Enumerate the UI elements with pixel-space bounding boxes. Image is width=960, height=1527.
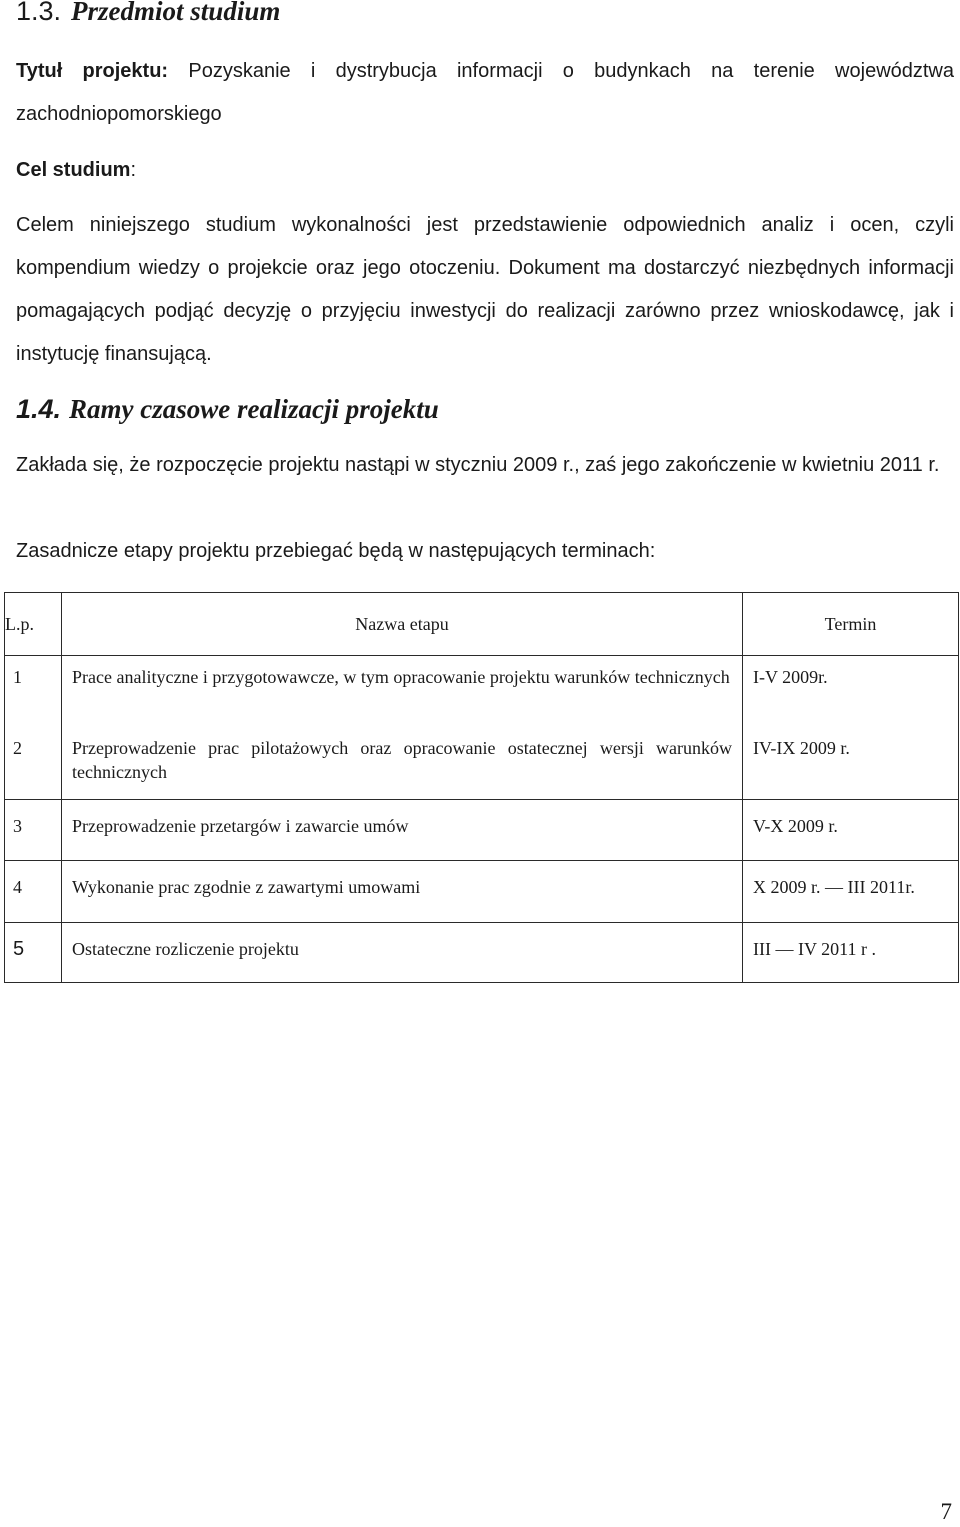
- section-number: 1.4.: [16, 394, 62, 424]
- section-number: 1.3.: [16, 0, 62, 26]
- goal-label-line: [16, 149, 954, 192]
- cell-term-text: X 2009 r. — III 2011r.: [753, 877, 915, 897]
- table-row: [5, 923, 959, 983]
- project-title-label: Tytuł projektu:: [16, 60, 169, 82]
- table-row: [5, 727, 959, 800]
- cell-term-text: I-V 2009r.: [753, 667, 828, 687]
- cell-lp-text: 5: [13, 938, 25, 960]
- cell-term-text: V-X 2009 r.: [753, 816, 838, 836]
- cell-stage-name: [62, 861, 743, 923]
- project-title-value: Pozyskanie i dystrybucja informacji o budynkach na terenie województwa zachodniopomorskiego: [16, 60, 955, 125]
- goal-label: Cel studium: [16, 159, 131, 181]
- cell-lp-text: 4: [13, 877, 22, 897]
- section-heading-1-3: [16, 0, 280, 27]
- section-title: Ramy czasowe realizacji projektu: [69, 394, 439, 424]
- cell-lp: [5, 861, 62, 923]
- cell-stage-name-text: Prace analityczne i przygotowawcze, w tym opracowanie projektu warunków technicznych: [72, 667, 730, 687]
- header-lp: L.p.: [5, 593, 62, 656]
- cell-term: [743, 656, 959, 727]
- page-number: 7: [940, 1499, 952, 1524]
- cell-term-text: IV-IX 2009 r.: [753, 737, 850, 758]
- cell-term: [743, 861, 959, 923]
- goal-label-colon: :: [130, 159, 137, 181]
- cell-term: [743, 727, 959, 800]
- section-title: Przedmiot studium: [71, 0, 281, 26]
- cell-lp-text: 3: [13, 816, 22, 836]
- cell-stage-name: [62, 800, 743, 861]
- table-row: [5, 656, 959, 727]
- table-row: [5, 861, 959, 923]
- cell-stage-name-text: Wykonanie prac zgodnie z zawartymi umowami: [72, 877, 421, 897]
- cell-stage-name: [62, 923, 743, 983]
- goal-paragraph: Celem niniejszego studium wykonalności jest przedstawienie odpowiednich analiz i ocen, czyli kompendium wiedzy o projekcie oraz jego otoczeniu. Dokument ma dostarczyć niezbędnych informacji pomagających podjąć decyzję o przyjęciu inwestycji do realizacji zarówno przez wnioskodawcę, jak i instytucję finansującą.: [16, 214, 954, 365]
- project-title-paragraph: [16, 50, 954, 136]
- cell-term-text: III — IV 2011 r .: [753, 939, 876, 959]
- project-stages-table: [4, 592, 959, 983]
- section-heading-1-4: [16, 394, 439, 425]
- table-row: [5, 800, 959, 861]
- table-header-row: [5, 593, 959, 656]
- cell-lp: [5, 923, 62, 983]
- cell-lp-text: 2: [13, 737, 22, 758]
- header-stage-name: Nazwa etapu: [62, 593, 743, 656]
- cell-term: [743, 800, 959, 861]
- stages-intro: Zasadnicze etapy projektu przebiegać będą w następujących terminach:: [16, 540, 656, 562]
- cell-lp: [5, 656, 62, 727]
- cell-lp: [5, 800, 62, 861]
- cell-stage-name: [62, 656, 743, 727]
- cell-stage-name-text: Przeprowadzenie przetargów i zawarcie umów: [72, 816, 409, 836]
- cell-lp: [5, 727, 62, 800]
- cell-stage-name-text: Przeprowadzenie prac pilotażowych oraz opracowanie ostatecznej wersji warunków technicznych: [72, 737, 732, 782]
- header-term: Termin: [743, 593, 959, 656]
- cell-stage-name: [62, 727, 743, 800]
- cell-lp-text: 1: [13, 667, 22, 687]
- cell-stage-name-text: Ostateczne rozliczenie projektu: [72, 939, 299, 959]
- cell-term: [743, 923, 959, 983]
- timeline-paragraph: Zakłada się, że rozpoczęcie projektu nastąpi w styczniu 2009 r., zaś jego zakończenie w kwietniu 2011 r.: [16, 454, 940, 476]
